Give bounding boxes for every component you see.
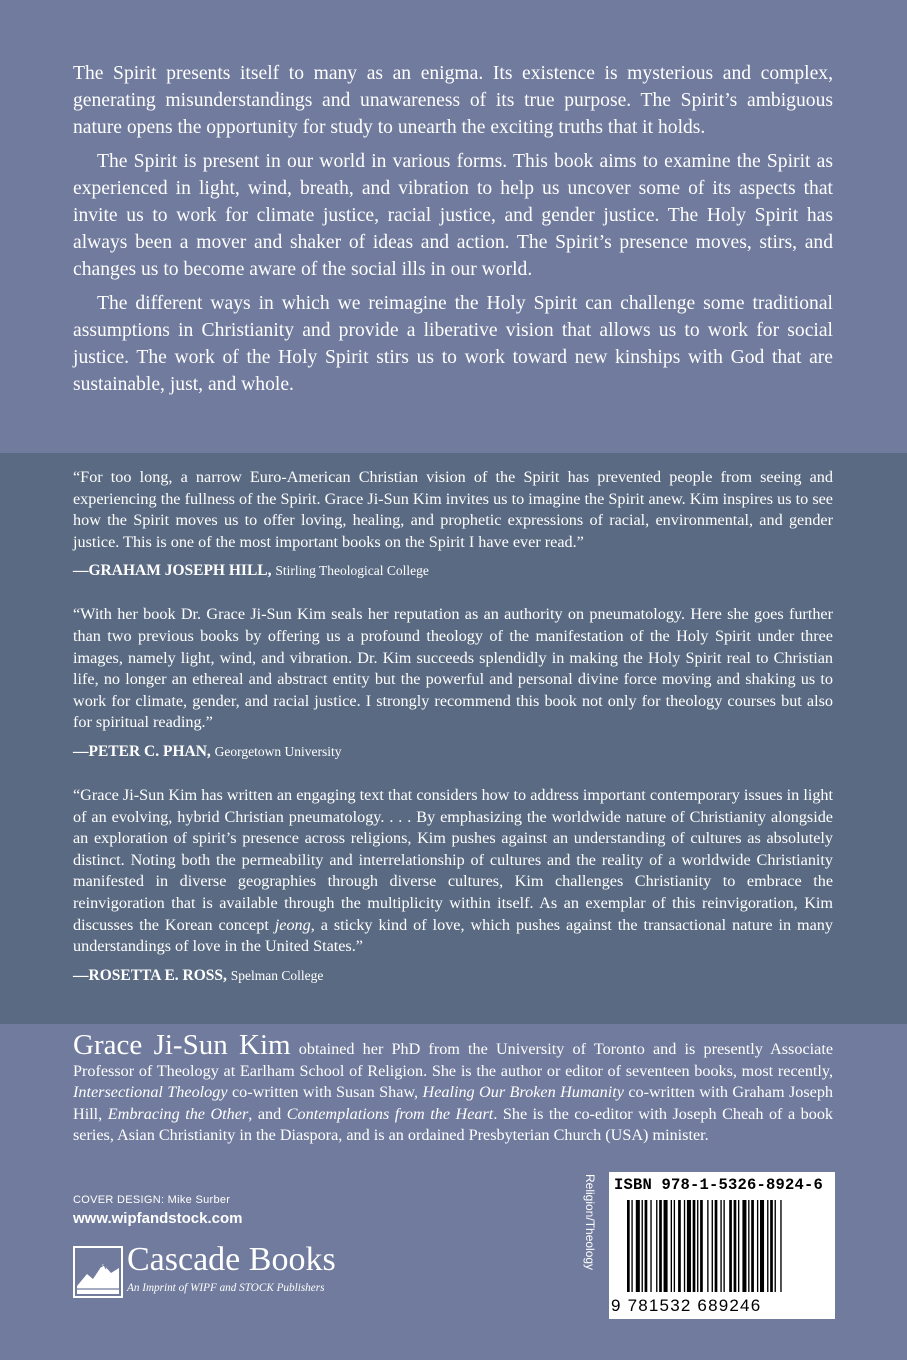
publisher-logo [73, 1241, 403, 1306]
description-paragraph-3: The different ways in which we reimagine the Holy Spirit can challenge some traditional assumptions in Christianity and provide a liberative vision that allows us to work for social justice. The work of the Holy Spirit stirs us to work toward new kinships with God that are sustainable, just, and whole. [73, 292, 833, 396]
endorser-affiliation: Stirling Theological College [275, 563, 429, 579]
barcode-digits: 9 781532 689246 [611, 1296, 762, 1315]
endorser-name: —ROSETTA E. ROSS, [73, 966, 227, 984]
endorsement-quote: “For too long, a narrow Euro-American Christian vision of the Spirit has prevented people from seeing and experiencing the fullness of the Spirit. Grace Ji-Sun Kim invites us to imagine the Spirit anew. Kim inspires us to see how the Spirit moves us to offer loving, healing, and prophetic expressions of racial, environmental, and gender justice. This is one of the most important books on the Spirit I have ever read.” [73, 468, 833, 551]
endorsement-2 [73, 604, 833, 762]
description-paragraph-2: The Spirit is present in our world in various forms. This book aims to examine the Spirit as experienced in light, wind, breath, and vibration to help us uncover some of its aspects that invite us to work for climate justice, racial justice, and gender justice. The Holy Spirit has always been a mover and shaker of ideas and action. The Spirit’s presence moves, stirs, and changes us to become aware of the social ills in our world. [73, 150, 833, 281]
category-label: Religion/Theology [583, 1174, 597, 1271]
endorsement-attribution [73, 561, 833, 581]
author-name: Grace Ji-Sun Kim [73, 1029, 291, 1061]
endorsement-quote: “With her book Dr. Grace Ji-Sun Kim seals her reputation as an authority on pneumatology. Here she goes further than two previous books by offering us a profound theology of the manifestation of the Holy Spirit under three images, namely light, wind, and vibration. Dr. Kim succeeds splendidly in making the Holy Spirit real to Christian life, no longer an ethereal and abstract entity but the powerful and personal divine force moving and shaking us to work for climate, gender, and racial justice. I strongly recommend this book not only for theology courses but also for spiritual reading.” [73, 605, 833, 732]
isbn-label: ISBN 978-1-5326-8924-6 [614, 1176, 824, 1194]
publisher-tagline: An Imprint of WIPF and STOCK Publishers [127, 1282, 325, 1294]
description-section [0, 0, 907, 453]
mountain-logo-icon [73, 1246, 123, 1298]
publisher-website[interactable]: www.wipfandstock.com [73, 1210, 243, 1227]
endorser-name: —PETER C. PHAN, [73, 742, 211, 760]
endorsement-attribution [73, 966, 833, 986]
cover-design-credit: COVER DESIGN: Mike Surber [73, 1194, 231, 1206]
author-bio: Grace Ji-Sun Kim obtained her PhD from the University of Toronto and is presently Associate Professor of Theology at Earlham School of Religion. She is the author or editor of seventeen books, most recently, Intersectional Theology co-written with Susan Shaw, Healing Our Broken Humanity co-written with Graham Joseph Hill, Embracing the Other, and Contemplations from the Heart. She is the co-editor with Joseph Cheah of a book series, Asian Christianity in the Diaspora, and is an ordained Presbyterian Church (USA) minister. [73, 1029, 834, 1144]
endorsement-3 [73, 785, 833, 986]
author-bio-section [0, 1024, 907, 1360]
italic-term: jeong [274, 915, 311, 934]
endorsement-attribution [73, 742, 833, 762]
description-paragraph-1: The Spirit presents itself to many as an enigma. Its existence is mysterious and complex, generating misunderstandings and unawareness of its true purpose. The Spirit’s ambiguous nature opens the opportunity for study to unearth the exciting truths that it holds. [73, 63, 833, 139]
endorser-affiliation: Georgetown University [214, 743, 342, 759]
endorsement-1 [73, 467, 833, 581]
endorsement-quote: “Grace Ji-Sun Kim has written an engaging text that considers how to address important contemporary issues in light of an evolving, hybrid Christian pneumatology. . . . By emphasizing the worldwide nature of Christianity alongside an exploration of spirit’s presence across religions, Kim pushes against an understanding of cultures as absolutely distinct. Noting both the permeability and interrelationship of cultures and the reality of a worldwide Christianity manifested in diverse geographies through diverse cultures, Kim challenges Christianity to embrace the reinvigoration that is available through the multiplicity within itself. As an exemplar of this reinvigoration, Kim discusses the Korean concept jeong, a sticky kind of love, which pushes against the transactional nature in many understandings of love in the United States.” [73, 785, 833, 956]
isbn-barcode [609, 1172, 835, 1319]
endorser-affiliation: Spelman College [230, 967, 324, 983]
barcode-bars [613, 1200, 831, 1296]
publisher-name: Cascade Books [127, 1241, 336, 1278]
endorser-name: —GRAHAM JOSEPH HILL, [73, 562, 272, 580]
endorsements-section [0, 453, 907, 1024]
